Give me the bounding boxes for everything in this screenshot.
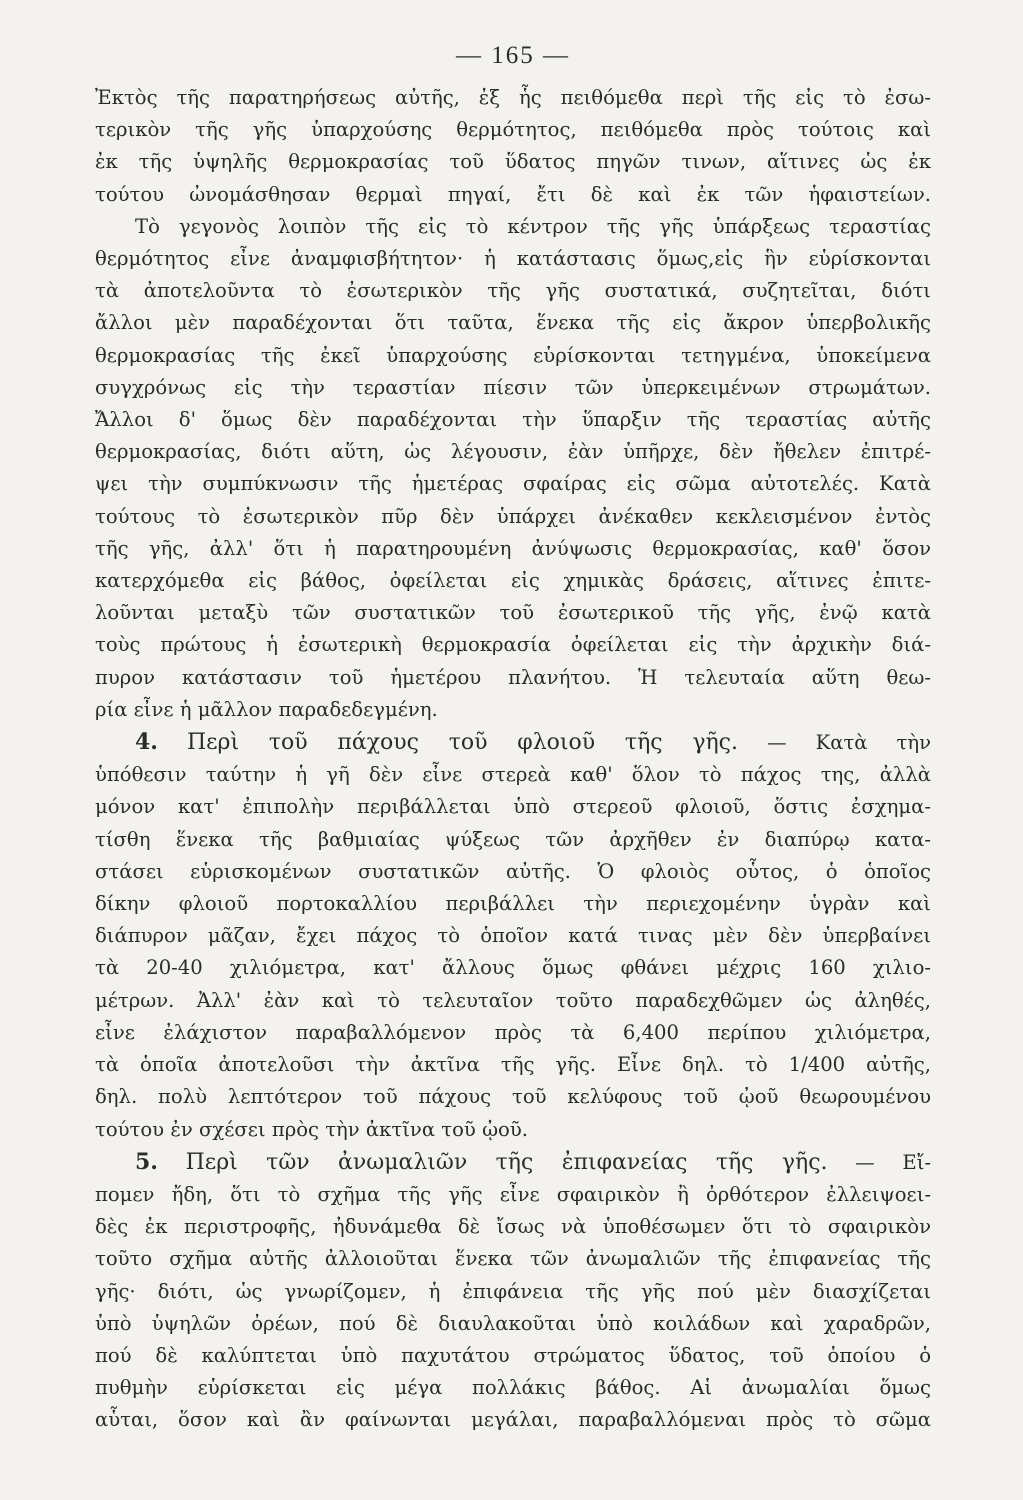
text-line: διάπυρον μᾶζαν, ἔχει πάχος τὸ ὁποῖον κατά τινας μὲν δὲν ὑπερβαίνει — [95, 924, 931, 948]
section-4-number: 4. — [135, 729, 158, 756]
text-line: κατερχόμεθα εἰς βάθος, ὀφείλεται εἰς χημικὰς δράσεις, αἵτινες ἐπιτε- — [95, 569, 931, 593]
text-line: τοὺς πρώτους ἡ ἐσωτερικὴ θερμοκρασία ὀφείλεται εἰς τὴν ἀρχικὴν διά- — [95, 633, 931, 657]
text-line: αὗται, ὅσον καὶ ἂν φαίνωνται μεγάλαι, παραβαλλόμεναι πρὸς τὸ σῶμα — [95, 1408, 931, 1432]
page-number: — 165 — — [456, 42, 570, 69]
text-line: ἄλλοι μὲν παραδέχονται ὅτι ταῦτα, ἕνεκα τῆς εἰς ἄκρον ὑπερβολικῆς — [95, 311, 931, 335]
text-line: δηλ. πολὺ λεπτότερον τοῦ πάχους τοῦ κελύφους τοῦ ᾠοῦ θεωρουμένου — [95, 1085, 931, 1109]
text-line: τὰ ἀποτελοῦντα τὸ ἐσωτερικὸν τῆς γῆς συστατικά, συζητεῖται, διότι — [95, 279, 931, 303]
body-text — [95, 82, 931, 1437]
text-line: τερικὸν τῆς γῆς ὑπαρχούσης θερμότητος, πειθόμεθα πρὸς τούτοις καὶ — [95, 118, 931, 142]
text-line: συγχρόνως εἰς τὴν τεραστίαν πίεσιν τῶν ὑπερκειμένων στρωμάτων. — [95, 375, 931, 399]
text-line: θερμοκρασίας, διότι αὕτη, ὡς λέγουσιν, ἐὰν ὑπῆρχε, δὲν ἤθελεν ἐπιτρέ- — [95, 440, 931, 464]
text-line: πού δὲ καλύπτεται ὑπὸ παχυτάτου στρώματος ὕδατος, τοῦ ὁποίου ὁ — [95, 1343, 931, 1367]
text-line: στάσει εὑρισκομένων συστατικῶν αὐτῆς. Ὁ φλοιὸς οὗτος, ὁ ὁποῖος — [95, 859, 931, 883]
text-line: τούτου ὠνομάσθησαν θερμαὶ πηγαί, ἔτι δὲ καὶ ἐκ τῶν ἡφαιστείων. — [95, 182, 931, 206]
text-line: δίκην φλοιοῦ πορτοκαλλίου περιβάλλει τὴν περιεχομένην ὑγρὰν καὶ — [95, 892, 931, 916]
text-line: εἶνε ἐλάχιστον παραβαλλόμενον πρὸς τὰ 6,400 περίπου χιλιόμετρα, — [95, 1020, 931, 1044]
text-line: πυθμὴν εὑρίσκεται εἰς μέγα πολλάκις βάθος. Αἱ ἀνωμαλίαι ὅμως — [95, 1376, 931, 1400]
text-line: τοῦτο σχῆμα αὐτῆς ἀλλοιοῦται ἕνεκα τῶν ἀνωμαλιῶν τῆς ἐπιφανείας τῆς — [95, 1247, 931, 1271]
text-line: δὲς ἐκ περιστροφῆς, ἠδυνάμεθα δὲ ἴσως νὰ ὑποθέσωμεν ὅτι τὸ σφαιρικὸν — [95, 1215, 931, 1239]
text-line: ψει τὴν συμπύκνωσιν τῆς ἡμετέρας σφαίρας εἰς σῶμα αὐτοτελές. Κατὰ — [95, 472, 931, 496]
text-line: λοῦνται μεταξὺ τῶν συστατικῶν τοῦ ἐσωτερικοῦ τῆς γῆς, ἐνῷ κατὰ — [95, 601, 931, 625]
section-5-heading: Περὶ τῶν ἀνωμαλιῶν τῆς ἐπιφανείας τῆς γῆς. — [185, 1149, 828, 1175]
text-line: ἐκ τῆς ὑψηλῆς θερμοκρασίας τοῦ ὕδατος πηγῶν τινων, αἵτινες ὡς ἐκ — [95, 150, 931, 174]
section-5-lead-text: — Εἴ- — [855, 1150, 932, 1174]
text-line: πυρον κατάστασιν τοῦ ἡμετέρου πλανήτου. Ἡ τελευταία αὕτη θεω- — [95, 665, 931, 689]
section-4-heading: Περὶ τοῦ πάχους τοῦ φλοιοῦ τῆς γῆς. — [186, 730, 738, 756]
text-line: Ἐκτὸς τῆς παρατηρήσεως αὐτῆς, ἐξ ἧς πειθόμεθα περὶ τῆς εἰς τὸ ἐσω- — [95, 86, 931, 109]
section-4-lead-text: — Κατὰ τὴν — [766, 731, 931, 755]
text-line: ὑπόθεσιν ταύτην ἡ γῆ δὲν εἶνε στερεὰ καθ' ὅλον τὸ πάχος της, ἀλλὰ — [95, 763, 931, 787]
text-line: θερμότητος εἶνε ἀναμφισβήτητον· ἡ κατάστασις ὅμως,εἰς ἣν εὑρίσκονται — [95, 247, 931, 271]
text-line: ρία εἶνε ἡ μᾶλλον παραδεδεγμένη. — [95, 697, 438, 721]
text-line: τῆς γῆς, ἀλλ' ὅτι ἡ παρατηρουμένη ἀνύψωσις θερμοκρασίας, καθ' ὅσον — [95, 536, 931, 560]
text-line: θερμοκρασίας τῆς ἐκεῖ ὑπαρχούσης εὑρίσκονται τετηγμένα, ὑποκείμενα — [95, 343, 931, 367]
section-5-heading-line — [95, 1146, 931, 1179]
text-line: πομεν ἤδη, ὅτι τὸ σχῆμα τῆς γῆς εἶνε σφαιρικὸν ἢ ὀρθότερον ἐλλειψοει- — [95, 1182, 931, 1206]
text-line: τούτους τὸ ἐσωτερικὸν πῦρ δὲν ὑπάρχει ἀνέκαθεν κεκλεισμένον ἐντὸς — [95, 504, 931, 528]
text-line: τὰ 20-40 χιλιόμετρα, κατ' ἄλλους ὅμως φθάνει μέχρις 160 χιλιο- — [95, 956, 931, 980]
text-line: μέτρων. Ἀλλ' ἐὰν καὶ τὸ τελευταῖον τοῦτο παραδεχθῶμεν ὡς ἀληθές, — [95, 988, 931, 1012]
text-line: τὰ ὁποῖα ἀποτελοῦσι τὴν ἀκτῖνα τῆς γῆς. Εἶνε δηλ. τὸ 1/400 αὐτῆς, — [95, 1053, 931, 1077]
text-line: μόνον κατ' ἐπιπολὴν περιβάλλεται ὑπὸ στερεοῦ φλοιοῦ, ὅστις ἐσχημα- — [95, 795, 931, 819]
section-4-heading-line — [95, 726, 931, 759]
text-line: τίσθη ἕνεκα τῆς βαθμιαίας ψύξεως τῶν ἀρχῆθεν ἐν διαπύρῳ κατα- — [95, 827, 931, 851]
text-line: τούτου ἐν σχέσει πρὸς τὴν ἀκτῖνα τοῦ ᾠοῦ. — [95, 1117, 528, 1141]
text-line: ὑπὸ ὑψηλῶν ὀρέων, πού δὲ διαυλακοῦται ὑπὸ κοιλάδων καὶ χαραδρῶν, — [95, 1311, 931, 1335]
text-line: γῆς· διότι, ὡς γνωρίζομεν, ἡ ἐπιφάνεια τῆς γῆς πού μὲν διασχίζεται — [95, 1279, 931, 1303]
text-line: Ἄλλοι δ' ὅμως δὲν παραδέχονται τὴν ὕπαρξιν τῆς τεραστίας αὐτῆς — [95, 408, 931, 432]
section-5-number: 5. — [135, 1148, 158, 1175]
text-line: Τὸ γεγονὸς λοιπὸν τῆς εἰς τὸ κέντρον τῆς γῆς ὑπάρξεως τεραστίας — [135, 214, 931, 238]
